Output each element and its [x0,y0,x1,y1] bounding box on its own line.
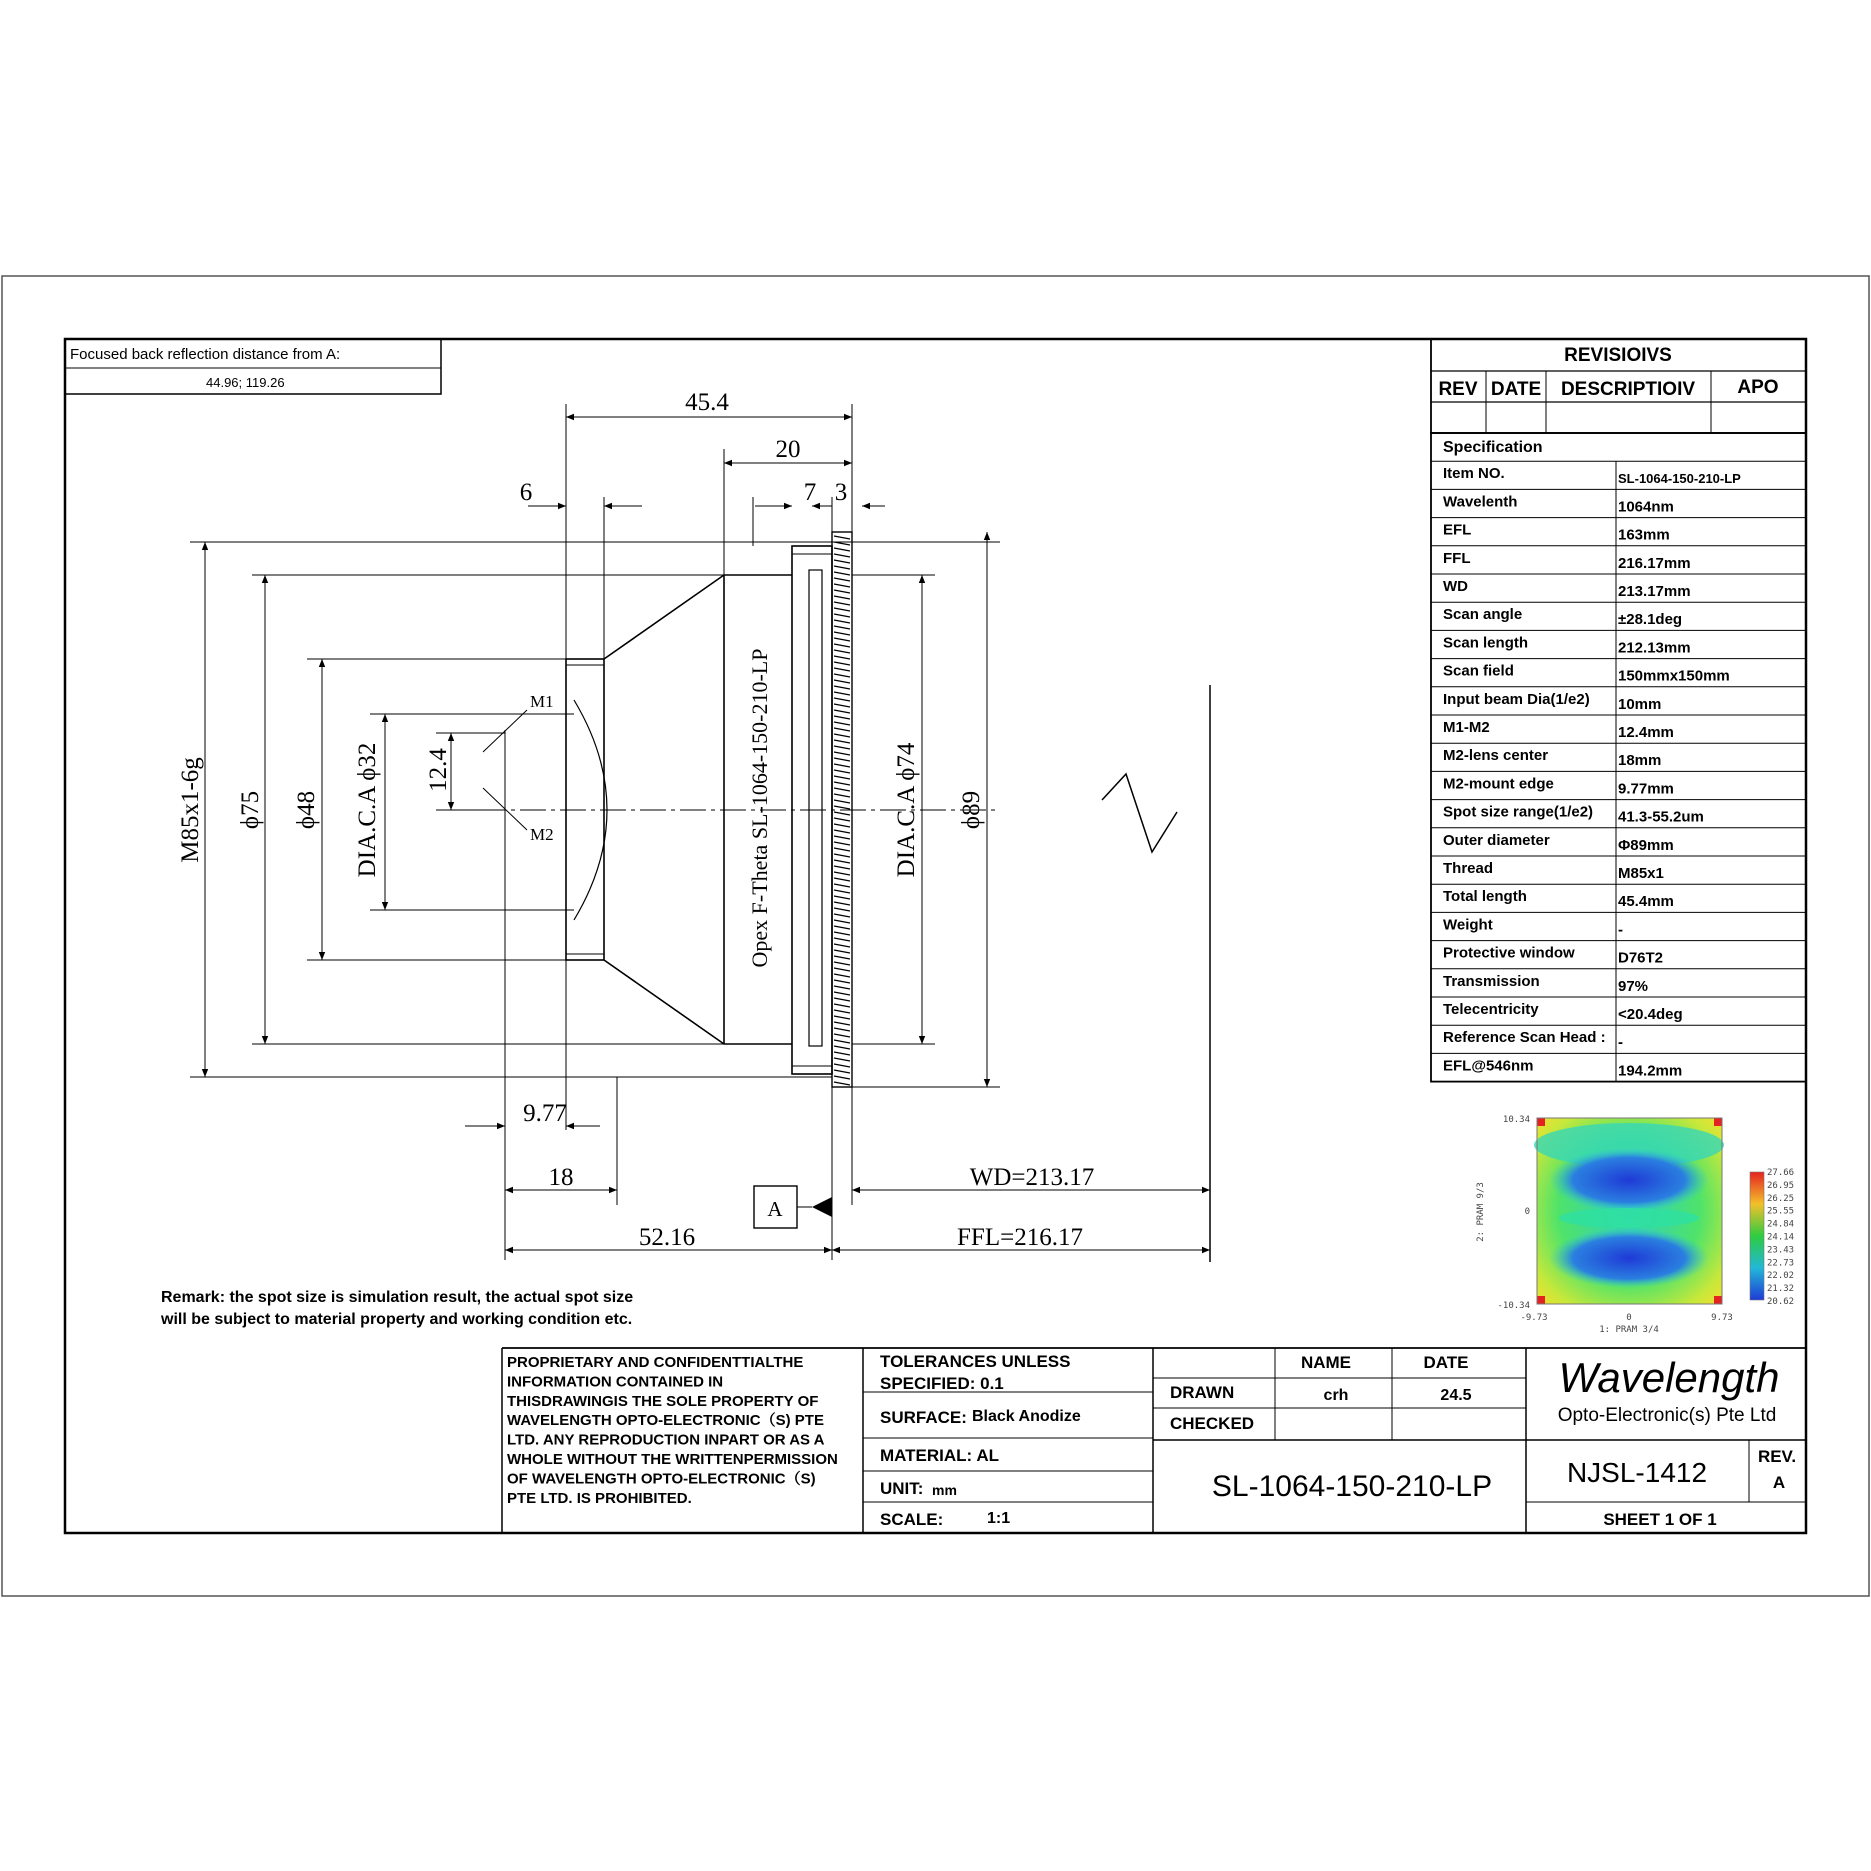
knurl-tooth [834,1034,850,1037]
spec-value: SL-1064-150-210-LP [1618,471,1741,487]
heatmap-y-label: 2: PRAM 9/3 [1476,1182,1486,1242]
knurl-tooth [834,788,850,791]
knurl-tooth [834,782,850,785]
heatmap-blue-upper [1549,1148,1709,1212]
name-header: NAME [1300,1353,1352,1372]
knurl-tooth [834,1064,850,1067]
scan-mirrors [483,710,527,1260]
spec-label: Transmission [1443,972,1540,990]
drawn-name: crh [1323,1387,1349,1404]
knurl-tooth [834,890,850,893]
knurl-tooth [834,656,850,659]
knurl-tooth [834,638,850,641]
proprietary-line: THISDRAWINGIS THE SOLE PROPERTY OF [507,1392,819,1410]
remark-line-1: Remark: the spot size is simulation result, the actual spot size [161,1289,634,1306]
surface-value: Black Anodize [972,1408,1081,1425]
spec-value: 18mm [1618,752,1662,770]
knurl-tooth [834,998,850,1001]
spec-value: <20.4deg [1618,1006,1683,1023]
heatmap-scale-label: 22.02 [1767,1271,1795,1282]
spec-label: EFL [1443,521,1472,539]
knurl-tooth [834,806,850,809]
knurl-tooth [834,668,850,671]
spec-label: EFL@546nm [1443,1057,1534,1075]
knurl-tooth [834,596,850,599]
proprietary-line: LTD. ANY REPRODUCTION INPART OR AS A [507,1431,825,1449]
spec-table [1431,433,1806,1082]
dim-52-16: 52.16 [638,1224,696,1251]
material: MATERIAL: AL [880,1446,999,1465]
dim-9-77: 9.77 [523,1100,567,1127]
heatmap-corner-hot-br [1714,1296,1722,1304]
company-logo: Wavelength [1558,1354,1780,1401]
spec-value: 1064nm [1618,498,1674,516]
spec-label: M2-mount edge [1443,775,1554,793]
spec-label: Outer diameter [1443,831,1550,849]
knurl-tooth [834,926,850,929]
heatmap-scale-label: 24.14 [1767,1232,1795,1243]
spec-value: 9.77mm [1618,780,1674,798]
knurl-tooth [834,584,850,587]
dim-3: 3 [834,479,848,506]
dim-thread: M85x1-6g [177,757,204,863]
heatmap-ytick-bottom: -10.34 [1497,1301,1530,1311]
spec-value: 10mm [1618,695,1662,713]
beam-break-symbol [1102,774,1177,852]
spec-label: M1-M2 [1443,719,1490,736]
knurl-tooth [834,956,850,959]
knurl-tooth [834,692,850,695]
dim-wd: WD=213.17 [969,1164,1095,1191]
unit-label: UNIT: [880,1479,924,1498]
knurl-tooth [834,674,850,677]
knurl-tooth [834,860,850,863]
checked-label: CHECKED [1170,1414,1255,1433]
knurl-tooth [834,914,850,917]
knurl-tooth [834,548,850,551]
drawn-label: DRAWN [1170,1383,1235,1402]
knurl-tooth [834,818,850,821]
spec-value: 194.2mm [1618,1062,1683,1080]
dim-phi89: ϕ89 [958,790,985,830]
knurl-tooth [834,932,850,935]
knurl-tooth [834,836,850,839]
proprietary-line: PROPRIETARY AND CONFIDENTTIALTHE [507,1354,804,1371]
heatmap-x-label: 1: PRAM 3/4 [1599,1325,1659,1335]
heatmap-xtick-mid: 0 [1626,1313,1632,1323]
spec-value: Φ89mm [1618,836,1674,854]
knurl-tooth [834,962,850,965]
heatmap-scale-label: 20.62 [1767,1297,1795,1307]
scale-label: SCALE: [880,1510,944,1529]
dim-18: 18 [548,1164,574,1191]
knurl-tooth [834,920,850,923]
spec-value: 41.3-55.2um [1618,808,1704,826]
knurl-tooth [834,896,850,899]
knurl-tooth [834,554,850,557]
drawing-number: NJSL-1412 [1566,1457,1708,1488]
knurl-tooth [834,854,850,857]
heatmap-scale-label: 22.73 [1767,1258,1795,1269]
dim-total-length: 45.4 [685,389,729,416]
heatmap-scale-label: 26.95 [1767,1180,1795,1191]
knurl-tooth [834,560,850,563]
heatmap-ytick-top: 10.34 [1502,1115,1530,1125]
spec-label: Scan field [1443,662,1514,680]
revisions-title: REVISIOIVS [1564,345,1672,366]
rev-header-description: DESCRIPTIOIV [1560,379,1696,400]
heatmap-scale-label: 25.55 [1767,1206,1795,1217]
knurl-tooth [834,800,850,803]
knurl-tooth [834,758,850,761]
heatmap-corner-hot-tl [1537,1118,1545,1126]
knurl-tooth [834,974,850,977]
knurl-tooth [834,944,850,947]
rev-header-apo: APO [1737,377,1779,398]
knurl-tooth [834,830,850,833]
back-reflection-box [65,339,441,394]
spec-label: Wavelenth [1443,493,1518,511]
heatmap-blue-lower [1549,1228,1709,1288]
knurl-tooth [834,650,850,653]
knurl-tooth [834,794,850,797]
knurl-tooth [834,872,850,875]
knurl-tooth [834,602,850,605]
heatmap-colorbar [1750,1172,1764,1300]
knurl-tooth [834,722,850,725]
dim-ca74: DIA.C.A ϕ74 [893,742,920,878]
heatmap-xtick-left: -9.73 [1520,1313,1548,1323]
spec-value: D76T2 [1618,949,1664,967]
dim-ca32: DIA.C.A ϕ32 [354,742,381,878]
knurl-tooth [834,1004,850,1007]
knurl-tooth [834,1082,850,1085]
rev-header-rev: REV [1438,379,1478,400]
proprietary-notice [507,1354,838,1507]
dim-phi48: ϕ48 [293,790,320,830]
knurl-tooth [834,614,850,617]
spec-value: 12.4mm [1618,724,1674,741]
tolerance-line-2: SPECIFIED: 0.1 [880,1374,1004,1393]
spec-value: - [1618,1034,1623,1052]
knurl-tooth [834,848,850,851]
heatmap-scale-label: 21.32 [1767,1284,1795,1295]
proprietary-line: OF WAVELENGTH OPTO-ELECTRONIC（S) [507,1470,816,1488]
knurl-tooth [834,578,850,581]
m1-label: M1 [530,692,554,711]
knurl-tooth [834,992,850,995]
knurl-tooth [834,662,850,665]
part-number: SL-1064-150-210-LP [1211,1470,1493,1503]
datum-triangle [812,1197,832,1217]
spec-label: Total length [1443,888,1527,906]
spec-value: - [1618,921,1623,939]
knurl-tooth [834,1070,850,1073]
knurl-tooth [834,938,850,941]
spec-title: Specification [1443,439,1543,456]
heatmap-corner-hot-tr [1714,1118,1722,1126]
knurl-tooth [834,590,850,593]
surface-label: SURFACE: [880,1408,967,1427]
knurl-tooth [834,698,850,701]
spec-value: M85x1 [1618,865,1664,882]
knurl-tooth [834,1010,850,1013]
knurl-tooth [834,536,850,539]
spec-label: Thread [1443,860,1494,877]
spec-value: 212.13mm [1618,639,1691,657]
spec-label: Item NO. [1443,465,1505,483]
sheet-number: SHEET 1 OF 1 [1603,1510,1717,1529]
knurl-tooth [834,1058,850,1061]
rev-value: A [1772,1473,1786,1492]
rev-header-date: DATE [1490,379,1542,400]
company-subtitle: Opto-Electronic(s) Pte Ltd [1557,1405,1777,1426]
proprietary-line: WHOLE WITHOUT THE WRITTENPERMISSION [507,1451,838,1468]
knurl-tooth [834,608,850,611]
knurl-tooth [834,632,850,635]
knurl-tooth [834,728,850,731]
knurl-tooth [834,980,850,983]
m2-label: M2 [530,825,554,844]
knurl-tooth [834,884,850,887]
dim-7: 7 [803,479,817,506]
unit-value: mm [932,1482,957,1498]
spec-value: 97% [1618,977,1649,995]
remark-line-2: will be subject to material property and working condition etc. [161,1311,633,1328]
proprietary-line: WAVELENGTH OPTO-ELECTRONIC（S) PTE [507,1412,824,1430]
knurl-tooth [834,620,850,623]
knurl-tooth [834,740,850,743]
knurl-tooth [834,644,850,647]
spec-label: Input beam Dia(1/e2) [1443,690,1590,708]
knurl-tooth [834,878,850,881]
knurl-tooth [834,824,850,827]
spec-value: 45.4mm [1618,893,1674,911]
lens-engraving: Opex F-Theta SL-1064-150-210-LP [747,648,772,968]
back-reflection-values: 44.96; 119.26 [206,375,285,390]
spec-label: FFL [1443,549,1471,567]
spec-label: Spot size range(1/e2) [1443,803,1594,821]
knurl-tooth [834,572,850,575]
knurl-tooth [834,986,850,989]
heatmap-ytick-mid: 0 [1524,1207,1530,1217]
knurl-tooth [834,770,850,773]
datum-label: A [767,1197,783,1221]
spec-value: ±28.1deg [1618,611,1683,629]
knurl-tooth [834,908,850,911]
knurl-tooth [834,680,850,683]
dimension-texts [177,389,1094,1251]
knurl-tooth [834,1046,850,1049]
heatmap-scale-label: 27.66 [1767,1168,1795,1178]
knurl-tooth [834,1028,850,1031]
spec-label: Scan angle [1443,606,1523,624]
knurl-tooth [834,842,850,845]
heatmap-scale-label: 23.43 [1767,1245,1795,1256]
spec-label: Reference Scan Head : [1443,1029,1606,1047]
knurl-tooth [834,746,850,749]
knurl-tooth [834,866,850,869]
knurl-tooth [834,710,850,713]
spec-label: WD [1443,578,1468,595]
back-reflection-title: Focused back reflection distance from A: [70,346,341,363]
dim-phi75: ϕ75 [237,790,264,830]
drawn-date: 24.5 [1440,1387,1472,1404]
dim-ffl: FFL=216.17 [957,1224,1083,1251]
spot-size-heatmap [1534,1118,1764,1304]
heatmap-center-band [1559,1208,1699,1228]
spec-label: M2-lens center [1443,747,1549,765]
proprietary-line: INFORMATION CONTAINED IN [507,1373,724,1391]
spec-value: 150mmx150mm [1618,667,1730,685]
heatmap-scale-label: 24.84 [1767,1219,1795,1230]
knurl-tooth [834,734,850,737]
spec-value: 216.17mm [1618,554,1691,572]
scale-value: 1:1 [987,1510,1011,1527]
knurl-tooth [834,752,850,755]
tolerance-line-1: TOLERANCES UNLESS [880,1352,1071,1371]
proprietary-line: PTE LTD. IS PROHIBITED. [507,1489,692,1507]
heatmap-corner-hot-bl [1537,1296,1545,1304]
spec-label: Scan length [1443,634,1529,652]
knurl-tooth [834,776,850,779]
knurl-tooth [834,902,850,905]
heatmap-scale-labels [1767,1168,1794,1307]
date-header: DATE [1423,1353,1469,1372]
spec-value: 213.17mm [1618,583,1691,600]
spec-label: Protective window [1443,944,1575,962]
spec-label: Telecentricity [1443,1001,1539,1018]
knurl-tooth [834,1052,850,1055]
knurl-tooth [834,716,850,719]
knurl-tooth [834,764,850,767]
extension-lines [190,404,1000,1260]
heatmap-xtick-right: 9.73 [1711,1313,1733,1323]
rev-label: REV. [1757,1447,1797,1466]
knurl-tooth [834,1016,850,1019]
knurl-tooth [834,950,850,953]
heatmap-scale-label: 26.25 [1767,1193,1795,1204]
knurl-tooth [834,1076,850,1079]
dim-6: 6 [519,479,533,506]
knurl-tooth [834,1040,850,1043]
knurl-tooth [834,968,850,971]
knurl-tooth [834,686,850,689]
knurl-tooth [834,812,850,815]
spec-label: Weight [1443,916,1493,934]
dim-m1m2: 12.4 [425,748,452,792]
knurl-tooth [834,704,850,707]
knurl-tooth [834,626,850,629]
knurl-tooth [834,1022,850,1025]
spec-value: 163mm [1618,526,1670,544]
dim-20: 20 [775,436,801,463]
knurl-tooth [834,566,850,569]
